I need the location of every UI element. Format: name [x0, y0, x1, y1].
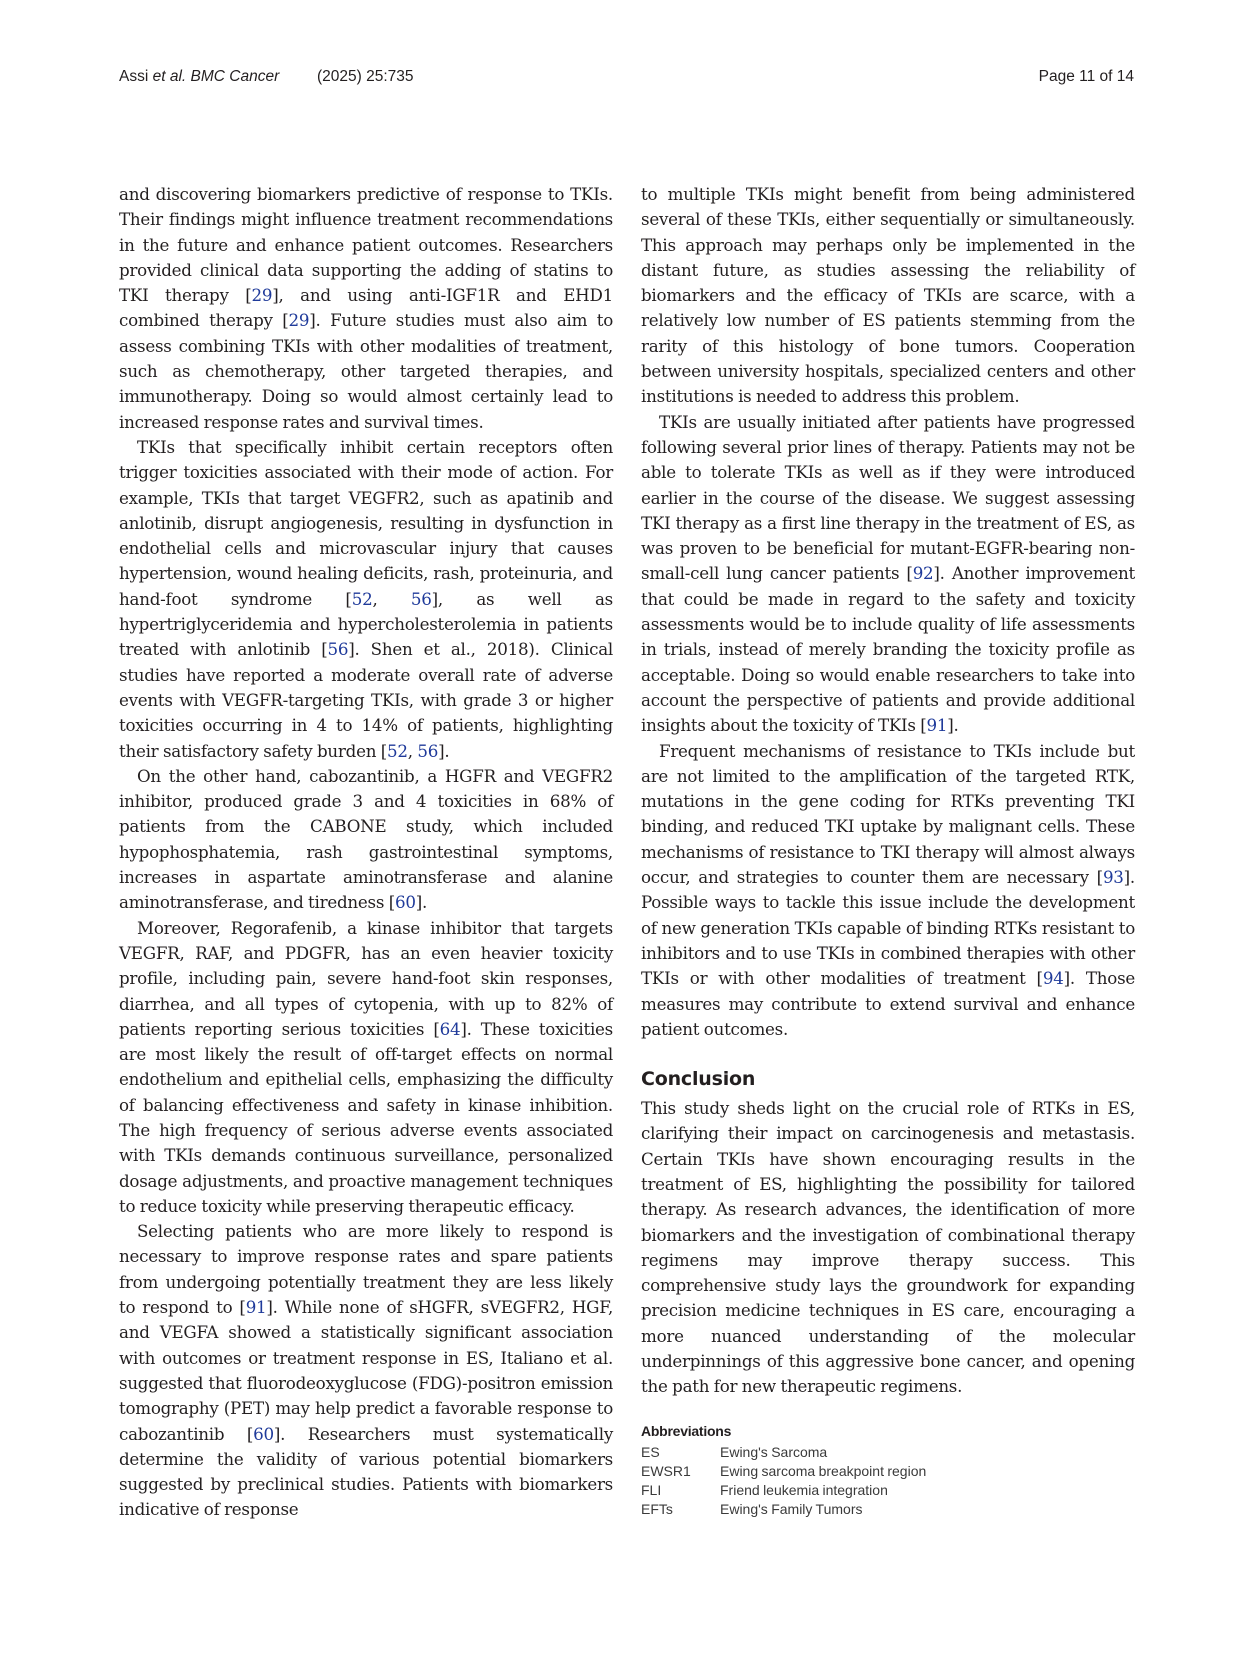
citation-link[interactable]: 60 [253, 1423, 274, 1444]
et-al: et al. [152, 68, 187, 85]
conclusion-heading: Conclusion [641, 1068, 756, 1091]
abbreviations-heading: Abbreviations [641, 1422, 732, 1439]
abbreviation-definition: Friend leukemia integration [720, 1481, 888, 1498]
citation-link[interactable]: 56 [410, 588, 432, 609]
citation-link[interactable]: 94 [1042, 968, 1064, 989]
paragraph: TKIs are usually initiated after patients have progressed following several prior lines of therapy. Patients may not be able to tolerate TKIs as well as if they were introduced earlier in the course of the disease. We suggest assessing TKI therapy as a first line therapy in the treatment of ES, as was proven to be beneficial for mutant-EGFR-bearing non-small-cell lung cancer patients [92]. Another improvement that could be made in regard to the safety and toxicity assessments would be to include quality of life assessments in trials, instead of merely branding the toxicity profile as acceptable. Doing so would enable researchers to take into account the perspective of patients and provide additional insights about the toxicity of TKIs [91]. [641, 411, 1135, 736]
citation-link[interactable]: 29 [288, 310, 310, 331]
abbreviation-term: ES [641, 1443, 660, 1460]
citation-link[interactable]: 64 [439, 1018, 461, 1039]
citation-link[interactable]: 56 [327, 639, 349, 660]
paragraph: Frequent mechanisms of resistance to TKIs include but are not limited to the amplification of the targeted RTK, mutations in the gene coding for RTKs preventing TKI binding, and reduced TKI uptake by malignant cells. These mechanisms of resistance to TKI therapy will almost always occur, and strategies to counter them are necessary [93]. Possible ways to tackle this issue include the development of new generation TKIs capable of binding RTKs resistant to inhibitors and to use TKIs in combined therapies with other TKIs or with other modalities of treatment [94]. Those measures may contribute to extend survival and enhance patient outcomes. [641, 740, 1136, 1039]
abbreviation-definition: Ewing sarcoma breakpoint region [720, 1462, 927, 1479]
paragraph: Selecting patients who are more likely to respond is necessary to improve response rates and spare patients from undergoing potentially treatment they are less likely to respond to [91]. While none of sHGFR, sVEGFR2, HGF, and VEGFA showed a statistically significant association with outcomes or treatment response in ES, Italiano et al. suggested that fluorodeoxyglucose (FDG)-positron emission tomography (PET) may help predict a favorable response to cabozantinib [60]. Researchers must systematically determine the validity of various potential biomarkers suggested by preclinical studies. Patients with biomarkers indicative of response [119, 1221, 614, 1520]
citation-link[interactable]: 91 [926, 715, 948, 736]
conclusion-paragraph: This study sheds light on the crucial role of RTKs in ES, clarifying their impact on carcinogenesis and metastasis. Certain TKIs have shown encouraging results in the treatment of ES, highlighting the possibility for tailored therapy. As research advances, the identification of more biomarkers and the investigation of combinational therapy regimens may improve therapy success. This comprehensive study lays the groundwork for expanding precision medicine techniques in ES care, encouraging a more nuanced understanding of the molecular underpinnings of this aggressive bone cancer, and opening the path for new therapeutic regimens. [641, 1098, 1135, 1397]
page-header [119, 68, 1134, 92]
paragraph: On the other hand, cabozantinib, a HGFR and VEGFR2 inhibitor, produced grade 3 and 4 toxicities in 68% of patients from the CABONE study, which included hypophosphatemia, rash gastrointestinal symptoms, increases in aspartate aminotransferase and alanine aminotransferase, and tiredness [60]. [119, 765, 613, 913]
citation-link[interactable]: 29 [251, 285, 273, 306]
abbreviation-term: EWSR1 [641, 1462, 691, 1479]
abbreviation-definition: Ewing's Family Tumors [720, 1500, 863, 1517]
abbreviation-row [641, 1443, 1135, 1462]
paragraph: and discovering biomarkers predictive of response to TKIs. Their findings might influence treatment recommendations in the future and enhance patient outcomes. Researchers provided clinical data supporting the adding of statins to TKI therapy [29], and using anti-IGF1R and EHD1 combined therapy [29]. Future studies must also aim to assess combining TKIs with other modalities of treatment, such as chemotherapy, other targeted therapies, and immunotherapy. Doing so would almost certainly lead to increased response rates and survival times. [119, 184, 613, 432]
abbreviation-row [641, 1462, 1135, 1481]
right-column [641, 182, 1135, 1519]
citation-link[interactable]: 52 [351, 588, 373, 609]
abbreviation-definition: Ewing's Sarcoma [720, 1443, 828, 1460]
journal-name: BMC Cancer [190, 68, 280, 85]
abbreviation-row [641, 1500, 1135, 1519]
citation-link[interactable]: 56 [417, 740, 439, 761]
paragraph: to multiple TKIs might benefit from being administered several of these TKIs, either sequentially or simultaneously. This approach may perhaps only be implemented in the distant future, as studies assessing the reliability of biomarkers and the efficacy of TKIs are scarce, with a relatively low number of ES patients stemming from the rarity of this histology of bone tumors. Cooperation between university hospitals, specialized centers and other institutions is needed to address this problem. [641, 184, 1135, 407]
journal-citation [119, 68, 279, 86]
citation-link[interactable]: 52 [387, 740, 408, 761]
author: Assi [119, 68, 149, 85]
citation-link[interactable]: 93 [1102, 867, 1124, 888]
year-volume: (2025) 25:735 [317, 68, 414, 85]
paragraph: Moreover, Regorafenib, a kinase inhibitor that targets VEGFR, RAF, and PDGFR, has an even heavier toxicity profile, including pain, severe hand-foot skin responses, diarrhea, and all types of cytopenia, with up to 82% of patients reporting serious toxicities [64]. These toxicities are most likely the result of off-target effects on normal endothelium and epithelial cells, emphasizing the difficulty of balancing effectiveness and safety in kinase inhibition. The high frequency of serious adverse events associated with TKIs demands continuous surveillance, personalized dosage adjustments, and proactive management techniques to reduce toxicity while preserving therapeutic efficacy. [119, 917, 613, 1216]
abbreviation-term: FLI [641, 1481, 662, 1498]
abbreviation-row [641, 1481, 1135, 1500]
citation-link[interactable]: 60 [394, 892, 416, 913]
paragraph: TKIs that specifically inhibit certain receptors often trigger toxicities associated with their mode of action. For example, TKIs that target VEGFR2, such as apatinib and anlotinib, disrupt angiogenesis, resulting in dysfunction in endothelial cells and microvascular injury that causes hypertension, wound healing deficits, rash, proteinuria, and hand-foot syndrome [52, 56], as well as hypertriglyceridemia and hypercholesterolemia in patients treated with anlotinib [56]. Shen et al., 2018). Clinical studies have reported a moderate overall rate of adverse events with VEGFR-targeting TKIs, with grade 3 or higher toxicities occurring in 4 to 14% of patients, highlighting their satisfactory safety burden [52, 56]. [119, 436, 613, 761]
citation-link[interactable]: 92 [912, 563, 934, 584]
left-column [119, 182, 613, 1523]
page-number: Page 11 of 14 [1038, 68, 1134, 85]
citation-link[interactable]: 91 [245, 1297, 267, 1318]
abbreviation-term: EFTs [641, 1500, 673, 1517]
